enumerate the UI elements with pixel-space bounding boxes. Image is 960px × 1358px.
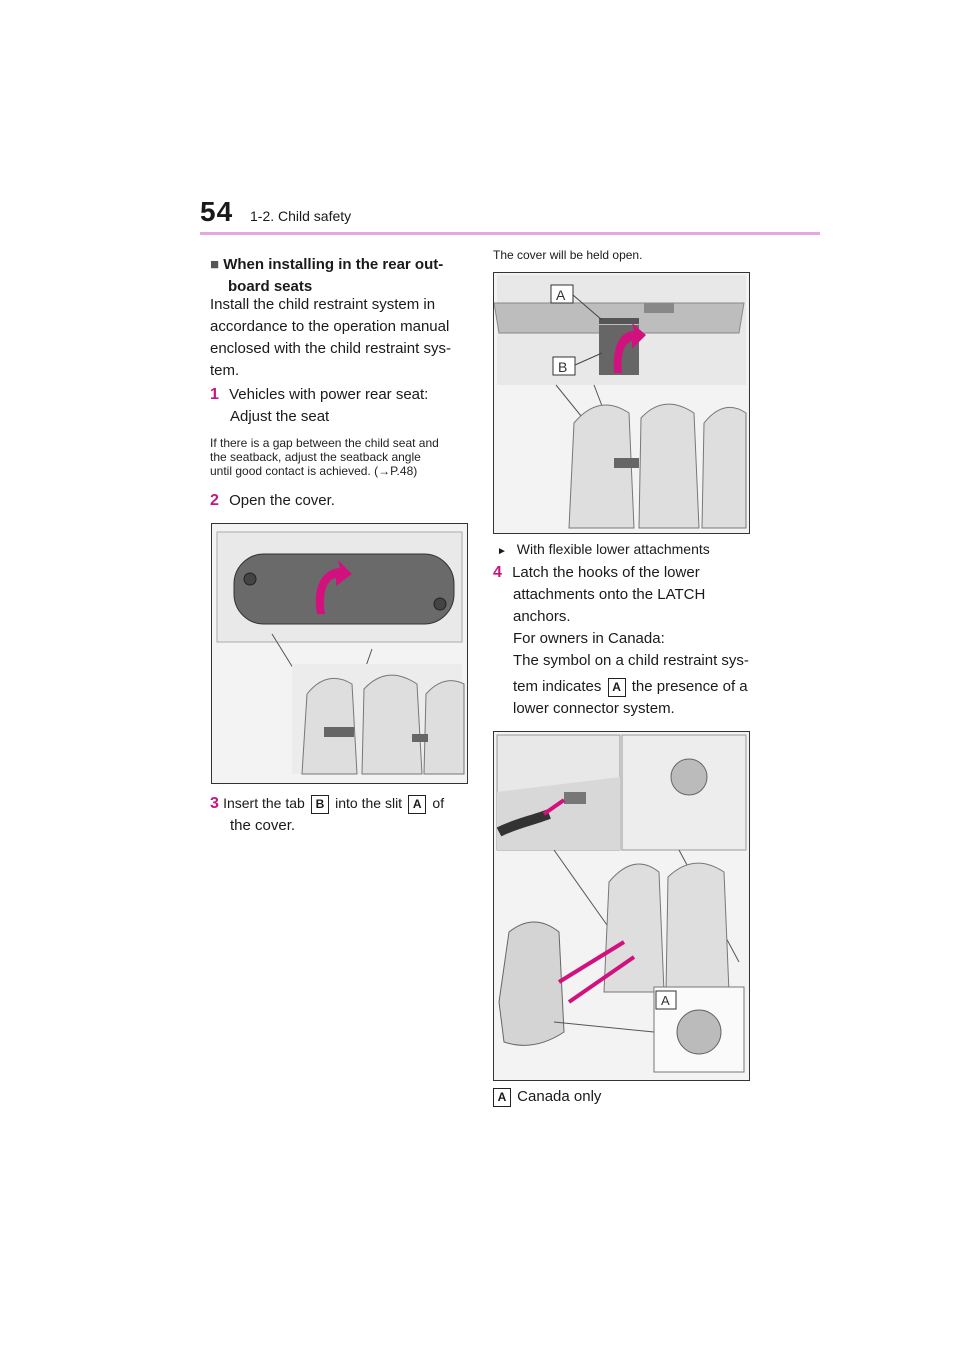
step-1-line2: Adjust the seat (230, 408, 330, 425)
section-title: 1-2. Child safety (250, 208, 352, 224)
step-4-line: attachments onto the LATCH (513, 586, 706, 603)
step-4-number: 4 (493, 564, 502, 581)
step-4-line: The symbol on a child restraint sys- (513, 652, 749, 669)
section-heading (210, 254, 470, 298)
heading-line1: When installing in the rear out- (223, 256, 444, 273)
step-4-line: anchors. (513, 608, 571, 625)
fig3-label-a: A (661, 993, 670, 1008)
figure-latch-anchors (493, 731, 750, 1081)
step-3-post: of (432, 795, 445, 811)
cover-held-open-illustration (494, 273, 749, 533)
open-cover-illustration (212, 524, 467, 783)
step-4-pre-label: tem indicates (513, 678, 602, 695)
bullet-flexible-attachments (497, 538, 757, 563)
step-1 (210, 384, 470, 428)
step-1-line1: Vehicles with power rear seat: (229, 386, 429, 403)
left-column (210, 254, 470, 298)
step-4 (493, 562, 755, 720)
step-3-pre: Insert the tab (223, 795, 305, 811)
fig1-label-b: B (558, 359, 568, 375)
step-4-last-line: lower connector system. (513, 700, 675, 717)
legend-label-a: A (493, 1088, 511, 1107)
step-1-number: 1 (210, 386, 219, 403)
intro-line: tem. (210, 362, 240, 379)
step-4-line: For owners in Canada: (513, 630, 665, 647)
fig1-label-a: A (556, 287, 566, 303)
header-rule (200, 232, 820, 235)
heading-line2: board seats (228, 278, 313, 295)
note-line: If there is a gap between the child seat and (210, 436, 439, 450)
note-line: the seatback, adjust the seatback angle (210, 450, 421, 464)
intro-paragraph (210, 294, 470, 382)
page-number: 54 (200, 196, 234, 227)
caption-cover-held-open: The cover will be held open. (493, 248, 643, 262)
note (210, 436, 470, 478)
figure-open-cover (211, 523, 468, 784)
label-a: A (408, 795, 426, 814)
step-2-text: Open the cover. (229, 492, 335, 509)
step-3 (210, 792, 472, 837)
legend-text: Canada only (517, 1088, 602, 1105)
bullet-text: With flexible lower attachments (516, 541, 710, 557)
step-4-post-label: the presence of a (631, 678, 748, 695)
step-3-number: 3 (210, 795, 219, 812)
step-3-line2: the cover. (230, 817, 296, 834)
step-4-line: Latch the hooks of the lower (512, 564, 700, 581)
step-2 (210, 490, 470, 512)
figure-cover-held-open (493, 272, 750, 534)
intro-line: Install the child restraint system in (210, 296, 436, 313)
intro-line: accordance to the operation manual (210, 318, 450, 335)
step-2-number: 2 (210, 492, 219, 509)
latch-anchors-illustration (494, 732, 749, 1080)
heading-bullet: ■ (210, 256, 220, 273)
note-line: until good contact is achieved. (→P.48) (210, 464, 418, 478)
bullet-icon: ► (497, 546, 507, 557)
label-a: A (608, 678, 626, 697)
legend-canada (493, 1086, 755, 1108)
label-b: B (311, 795, 329, 814)
step-3-mid: into the slit (335, 795, 403, 811)
intro-line: enclosed with the child restraint sys- (210, 340, 451, 357)
